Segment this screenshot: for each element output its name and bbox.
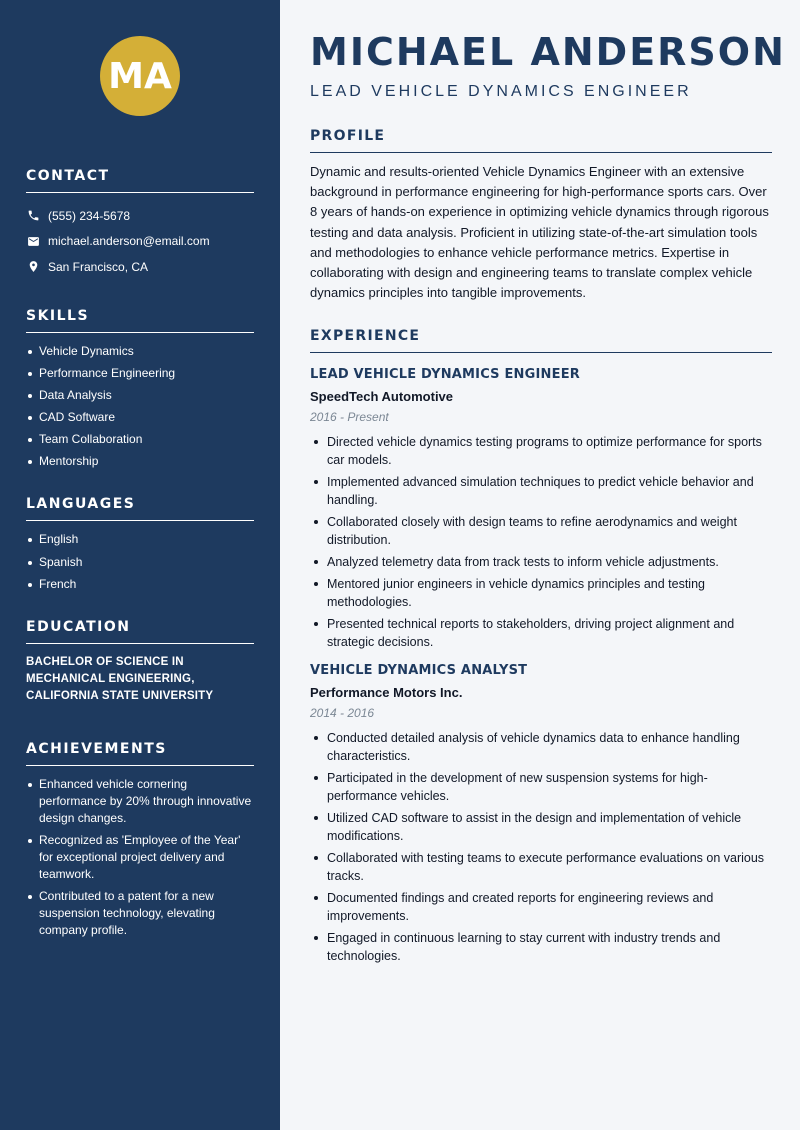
location-pin-icon xyxy=(26,260,40,274)
job-company: Performance Motors Inc. xyxy=(310,685,463,700)
skill-item: Mentorship xyxy=(26,453,254,470)
job-bullet: Collaborated with testing teams to execute performance evaluations on various tracks. xyxy=(310,849,772,885)
profile-heading: PROFILE xyxy=(310,128,772,153)
education-degree: BACHELOR OF SCIENCE IN MECHANICAL ENGINEERING, CALIFORNIA STATE UNIVERSITY xyxy=(26,655,214,702)
job-bullets xyxy=(310,433,772,651)
achievements-heading: ACHIEVEMENTS xyxy=(26,741,254,766)
achievements-list xyxy=(26,776,254,939)
skill-item: Team Collaboration xyxy=(26,431,254,448)
location-value: San Francisco, CA xyxy=(48,259,149,274)
job-dates: 2014 - 2016 xyxy=(310,706,375,720)
language-item: Spanish xyxy=(26,554,254,571)
education-section xyxy=(26,619,254,705)
skills-section xyxy=(26,308,254,471)
job-bullet: Participated in the development of new suspension systems for high-performance vehicles. xyxy=(310,769,772,805)
education-heading: EDUCATION xyxy=(26,619,254,644)
language-item: English xyxy=(26,531,254,548)
phone-value[interactable]: (555) 234-5678 xyxy=(48,208,131,223)
phone-icon xyxy=(26,209,40,223)
job-bullet: Presented technical reports to stakeholders, driving project alignment and strategic decisions. xyxy=(310,615,772,651)
languages-heading: LANGUAGES xyxy=(26,496,254,521)
skill-item: Performance Engineering xyxy=(26,365,254,382)
contact-phone xyxy=(26,203,254,229)
job-bullet: Conducted detailed analysis of vehicle dynamics data to enhance handling characteristics. xyxy=(310,729,772,765)
job-dates: 2016 - Present xyxy=(310,410,389,424)
job-role: VEHICLE DYNAMICS ANALYST xyxy=(310,663,528,678)
profile-text: Dynamic and results-oriented Vehicle Dynamics Engineer with an extensive background in performance engineering for high-performance sports cars. Over 8 years of hands-on experience in optimizing vehicle dynamics through rigorous testing and data analysis. Proficient in utilizing state-of-the-art simulation tools and methodologies to enhance vehicle performance metrics. Expertise in collaborating with design and engineering teams to translate complex vehicle dynamics principles into tangible improvements. xyxy=(310,164,769,301)
contact-heading: CONTACT xyxy=(26,168,254,193)
job-bullet: Documented findings and created reports for engineering reviews and improvements. xyxy=(310,889,772,925)
job-bullet: Mentored junior engineers in vehicle dynamics principles and testing methodologies. xyxy=(310,575,772,611)
job-bullet: Implemented advanced simulation techniques to predict vehicle behavior and handling. xyxy=(310,473,772,509)
experience-heading: EXPERIENCE xyxy=(310,328,772,353)
candidate-title: LEAD VEHICLE DYNAMICS ENGINEER xyxy=(310,83,692,100)
experience-section xyxy=(310,328,772,969)
skill-item: Data Analysis xyxy=(26,387,254,404)
job-bullet: Collaborated closely with design teams to refine aerodynamics and weight distribution. xyxy=(310,513,772,549)
languages-list xyxy=(26,531,254,592)
achievements-section xyxy=(26,741,254,939)
job-bullet: Directed vehicle dynamics testing programs to optimize performance for sports car models. xyxy=(310,433,772,469)
job-bullet: Utilized CAD software to assist in the design and implementation of vehicle modifications. xyxy=(310,809,772,845)
job-company: SpeedTech Automotive xyxy=(310,389,454,404)
job-bullet: Analyzed telemetry data from track tests to inform vehicle adjustments. xyxy=(310,553,772,571)
achievement-item: Contributed to a patent for a new suspension technology, elevating company profile. xyxy=(26,888,254,939)
skills-list xyxy=(26,343,254,471)
job-entry xyxy=(310,367,772,651)
job-entry xyxy=(310,663,772,965)
sidebar xyxy=(0,0,280,1130)
skill-item: Vehicle Dynamics xyxy=(26,343,254,360)
contact-location xyxy=(26,254,254,280)
job-role: LEAD VEHICLE DYNAMICS ENGINEER xyxy=(310,367,580,382)
skill-item: CAD Software xyxy=(26,409,254,426)
language-item: French xyxy=(26,576,254,593)
contact-email xyxy=(26,229,254,255)
email-value[interactable]: michael.anderson@email.com xyxy=(48,234,210,249)
achievement-item: Recognized as 'Employee of the Year' for exceptional project delivery and teamwork. xyxy=(26,832,254,883)
email-icon xyxy=(26,234,40,248)
candidate-name: MICHAEL ANDERSON xyxy=(310,30,786,74)
contact-section xyxy=(26,168,254,280)
job-bullet: Engaged in continuous learning to stay current with industry trends and technologies. xyxy=(310,929,772,965)
achievement-item: Enhanced vehicle cornering performance by 20% through innovative design changes. xyxy=(26,776,254,827)
profile-section xyxy=(310,128,772,303)
avatar: MA xyxy=(100,36,180,116)
job-bullets xyxy=(310,729,772,965)
skills-heading: SKILLS xyxy=(26,308,254,333)
languages-section xyxy=(26,496,254,592)
